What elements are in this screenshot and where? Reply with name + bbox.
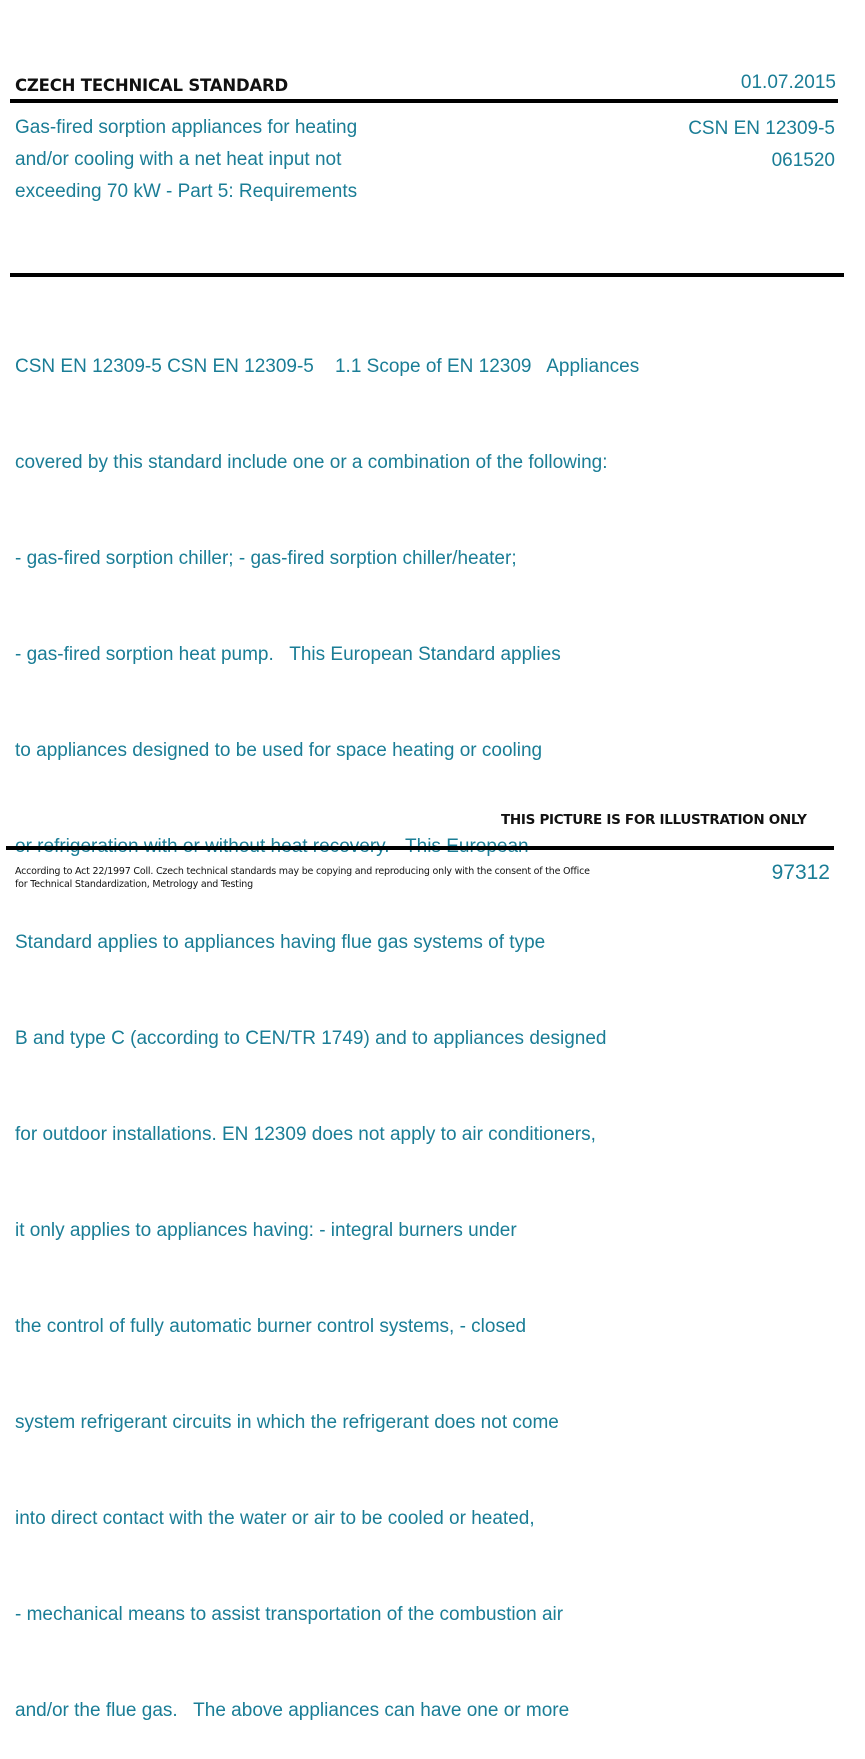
- body-line: covered by this standard include one or a combination of the following:: [15, 452, 608, 473]
- body-line: to appliances designed to be used for space heating or cooling: [15, 740, 543, 761]
- section-divider: [10, 273, 844, 277]
- title-line: exceeding 70 kW - Part 5: Requirements: [15, 181, 358, 202]
- body-line: system refrigerant circuits in which the refrigerant does not come: [15, 1412, 559, 1433]
- publication-date: 01.07.2015: [740, 72, 836, 93]
- footer-divider: [6, 846, 834, 850]
- body-line: - gas-fired sorption chiller; - gas-fired sorption chiller/heater;: [15, 548, 517, 569]
- standard-body-text: [15, 287, 639, 1759]
- standard-type-label: CZECH TECHNICAL STANDARD: [15, 76, 289, 95]
- illustration-notice: THIS PICTURE IS FOR ILLUSTRATION ONLY: [501, 812, 807, 828]
- body-line: it only applies to appliances having: - integral burners under: [15, 1220, 517, 1241]
- body-line: CSN EN 12309-5 CSN EN 12309-5 1.1 Scope of EN 12309 Appliances: [15, 356, 640, 377]
- standard-code: CSN EN 12309-5: [688, 118, 835, 139]
- copyright-line: for Technical Standardization, Metrology and Testing: [15, 879, 253, 890]
- document-id: 97312: [771, 861, 830, 884]
- title-line: and/or cooling with a net heat input not: [15, 149, 342, 170]
- body-line: for outdoor installations. EN 12309 does not apply to air conditioners,: [15, 1124, 596, 1145]
- classification-number: 061520: [771, 150, 835, 171]
- body-line: B and type C (according to CEN/TR 1749) and to appliances designed: [15, 1028, 607, 1049]
- body-line: and/or the flue gas. The above appliances can have one or more: [15, 1700, 570, 1721]
- body-line: - mechanical means to assist transportation of the combustion air: [15, 1604, 564, 1625]
- title-line: Gas-fired sorption appliances for heating: [15, 117, 358, 138]
- header-divider: [10, 99, 838, 103]
- body-line: into direct contact with the water or air to be cooled or heated,: [15, 1508, 535, 1529]
- copyright-notice: [15, 865, 590, 891]
- copyright-line: According to Act 22/1997 Coll. Czech technical standards may be copying and reproducing only with the consent of the Office: [15, 866, 590, 877]
- body-line: Standard applies to appliances having flue gas systems of type: [15, 932, 546, 953]
- body-line: the control of fully automatic burner control systems, - closed: [15, 1316, 527, 1337]
- body-line: - gas-fired sorption heat pump. This European Standard applies: [15, 644, 561, 665]
